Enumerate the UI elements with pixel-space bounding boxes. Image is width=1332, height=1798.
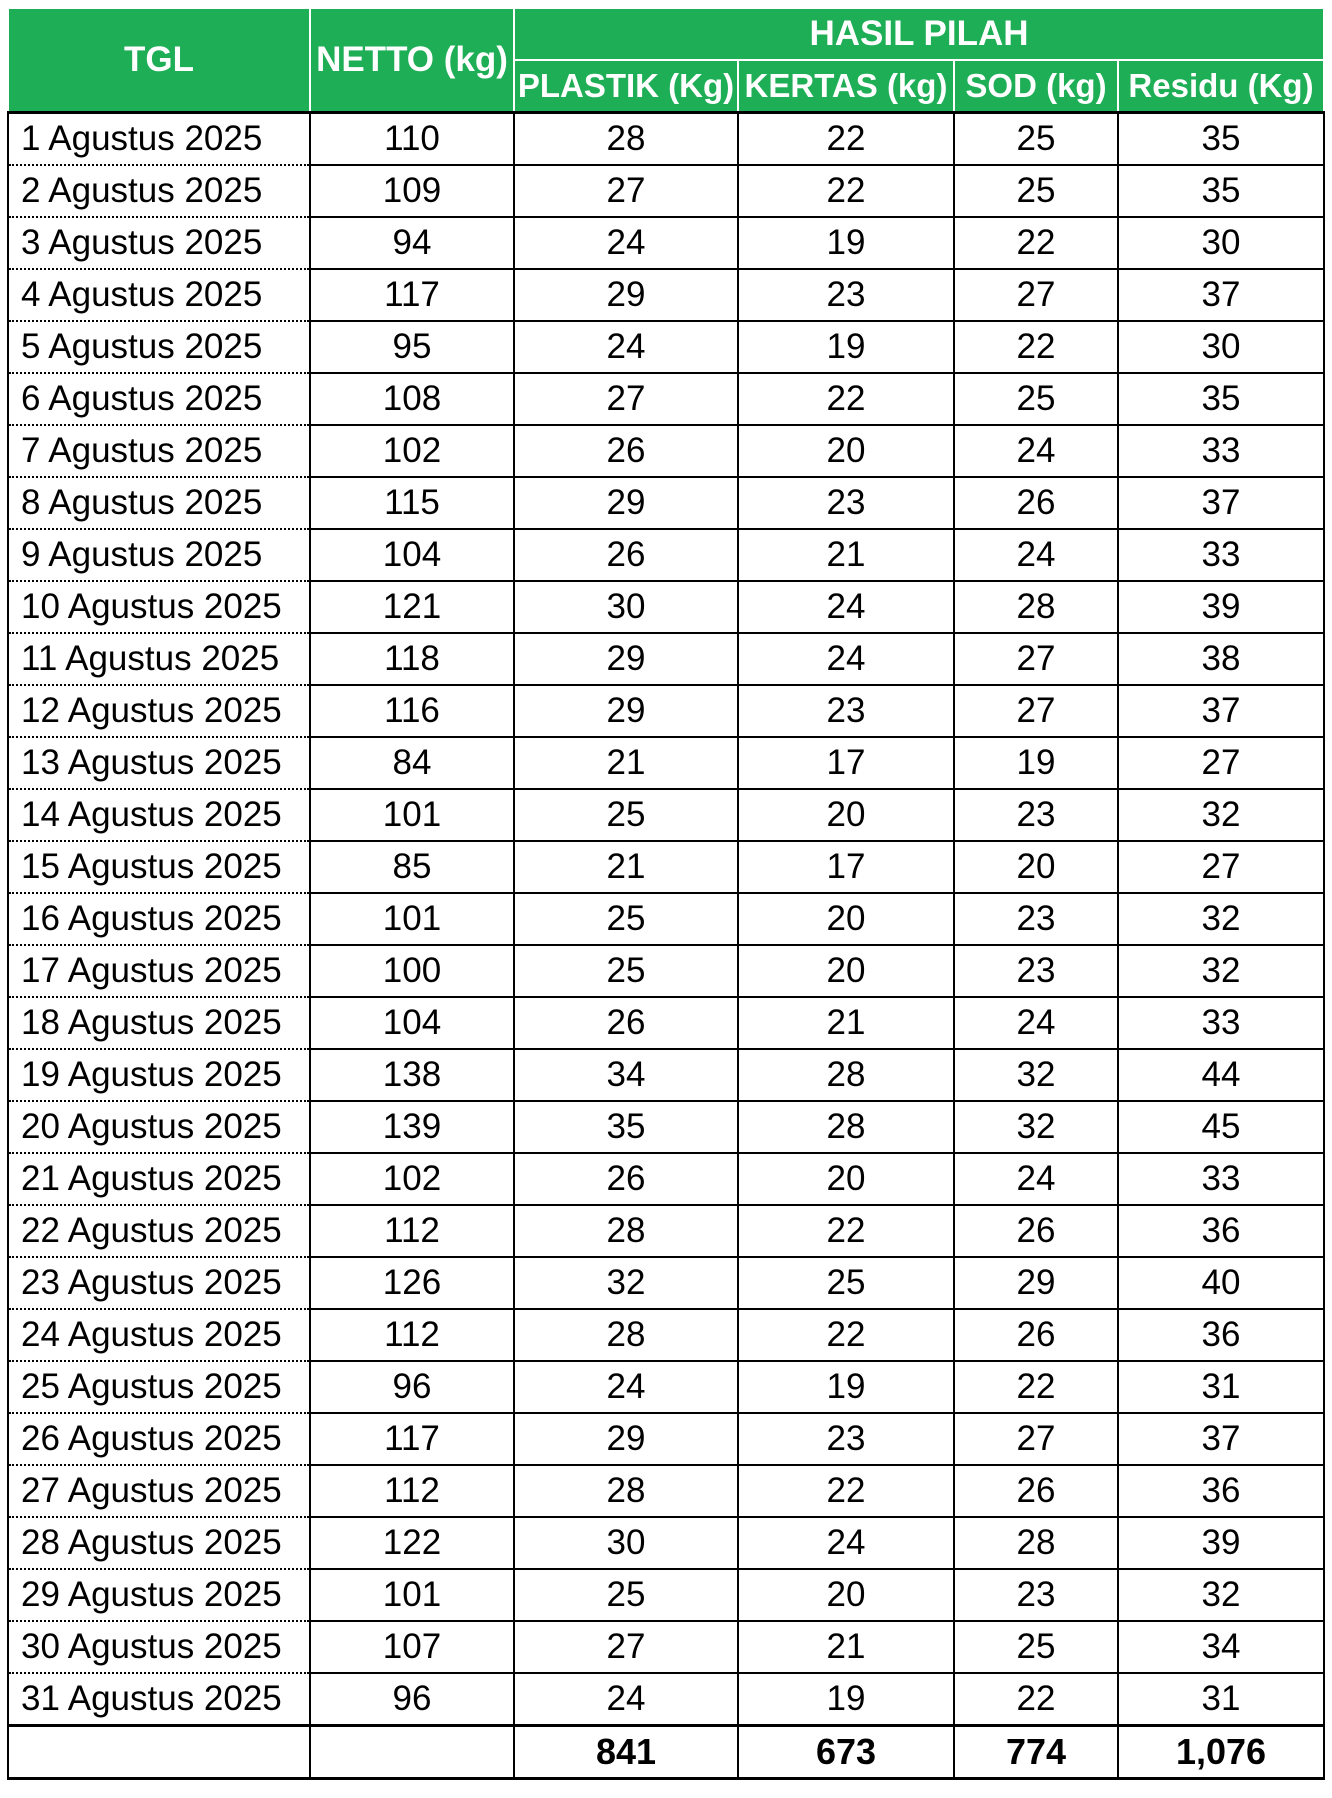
residu-cell: 35: [1118, 165, 1324, 217]
netto-cell: 96: [310, 1673, 514, 1726]
sod-cell: 23: [954, 789, 1118, 841]
sod-column-header: SOD (kg): [954, 60, 1118, 113]
residu-cell: 44: [1118, 1049, 1324, 1101]
plastik-column-header: PLASTIK (Kg): [514, 60, 738, 113]
kertas-cell: 23: [738, 269, 954, 321]
sod-cell: 19: [954, 737, 1118, 789]
residu-cell: 33: [1118, 425, 1324, 477]
table-row: [8, 1205, 1324, 1257]
date-cell: 16 Agustus 2025: [8, 893, 310, 945]
kertas-cell: 21: [738, 529, 954, 581]
date-cell: 27 Agustus 2025: [8, 1465, 310, 1517]
plastik-cell: 21: [514, 737, 738, 789]
sod-cell: 25: [954, 113, 1118, 166]
netto-cell: 138: [310, 1049, 514, 1101]
sod-cell: 26: [954, 477, 1118, 529]
date-cell: 31 Agustus 2025: [8, 1673, 310, 1726]
netto-cell: 117: [310, 269, 514, 321]
kertas-cell: 23: [738, 477, 954, 529]
date-cell: 22 Agustus 2025: [8, 1205, 310, 1257]
netto-cell: 101: [310, 789, 514, 841]
sod-cell: 25: [954, 1621, 1118, 1673]
date-cell: 14 Agustus 2025: [8, 789, 310, 841]
table-row: [8, 581, 1324, 633]
netto-cell: 121: [310, 581, 514, 633]
table-row: [8, 893, 1324, 945]
table-row: [8, 1465, 1324, 1517]
kertas-cell: 22: [738, 113, 954, 166]
waste-sorting-table: [7, 7, 1325, 1780]
plastik-cell: 25: [514, 789, 738, 841]
residu-cell: 31: [1118, 1361, 1324, 1413]
date-cell: 15 Agustus 2025: [8, 841, 310, 893]
sod-cell: 27: [954, 269, 1118, 321]
table-row: [8, 1517, 1324, 1569]
plastik-cell: 26: [514, 997, 738, 1049]
kertas-cell: 20: [738, 1153, 954, 1205]
kertas-cell: 20: [738, 425, 954, 477]
kertas-cell: 19: [738, 1361, 954, 1413]
table-row: [8, 1413, 1324, 1465]
residu-cell: 27: [1118, 737, 1324, 789]
table-row: [8, 1049, 1324, 1101]
residu-cell: 33: [1118, 529, 1324, 581]
sod-cell: 26: [954, 1465, 1118, 1517]
total-sod: 774: [954, 1726, 1118, 1779]
netto-cell: 104: [310, 529, 514, 581]
netto-cell: 102: [310, 1153, 514, 1205]
plastik-cell: 28: [514, 113, 738, 166]
date-cell: 20 Agustus 2025: [8, 1101, 310, 1153]
date-cell: 5 Agustus 2025: [8, 321, 310, 373]
netto-cell: 84: [310, 737, 514, 789]
netto-cell: 126: [310, 1257, 514, 1309]
residu-cell: 32: [1118, 1569, 1324, 1621]
netto-cell: 116: [310, 685, 514, 737]
table-row: [8, 841, 1324, 893]
sod-cell: 23: [954, 1569, 1118, 1621]
total-plastik: 841: [514, 1726, 738, 1779]
residu-cell: 37: [1118, 269, 1324, 321]
date-cell: 21 Agustus 2025: [8, 1153, 310, 1205]
table-row: [8, 373, 1324, 425]
date-cell: 9 Agustus 2025: [8, 529, 310, 581]
table-row: [8, 1361, 1324, 1413]
residu-cell: 36: [1118, 1465, 1324, 1517]
residu-cell: 37: [1118, 685, 1324, 737]
date-column-header: TGL: [8, 8, 310, 113]
table-row: [8, 945, 1324, 997]
netto-cell: 94: [310, 217, 514, 269]
plastik-cell: 21: [514, 841, 738, 893]
plastik-cell: 35: [514, 1101, 738, 1153]
kertas-cell: 20: [738, 789, 954, 841]
residu-cell: 39: [1118, 581, 1324, 633]
sod-cell: 29: [954, 1257, 1118, 1309]
plastik-cell: 29: [514, 685, 738, 737]
netto-cell: 110: [310, 113, 514, 166]
plastik-cell: 32: [514, 1257, 738, 1309]
sod-cell: 26: [954, 1309, 1118, 1361]
kertas-cell: 23: [738, 1413, 954, 1465]
plastik-cell: 28: [514, 1205, 738, 1257]
sod-cell: 22: [954, 1673, 1118, 1726]
residu-cell: 32: [1118, 893, 1324, 945]
table-row: [8, 165, 1324, 217]
residu-cell: 39: [1118, 1517, 1324, 1569]
kertas-cell: 28: [738, 1049, 954, 1101]
sod-cell: 28: [954, 1517, 1118, 1569]
sod-cell: 23: [954, 893, 1118, 945]
table-row: [8, 529, 1324, 581]
netto-cell: 139: [310, 1101, 514, 1153]
date-cell: 2 Agustus 2025: [8, 165, 310, 217]
sod-cell: 25: [954, 165, 1118, 217]
date-cell: 10 Agustus 2025: [8, 581, 310, 633]
sod-cell: 27: [954, 633, 1118, 685]
netto-cell: 115: [310, 477, 514, 529]
table-row: [8, 1621, 1324, 1673]
residu-cell: 27: [1118, 841, 1324, 893]
residu-column-header: Residu (Kg): [1118, 60, 1324, 113]
table-row: [8, 1309, 1324, 1361]
date-cell: 23 Agustus 2025: [8, 1257, 310, 1309]
date-cell: 18 Agustus 2025: [8, 997, 310, 1049]
table-row: [8, 1153, 1324, 1205]
residu-cell: 31: [1118, 1673, 1324, 1726]
kertas-cell: 22: [738, 1205, 954, 1257]
sod-cell: 32: [954, 1101, 1118, 1153]
sod-cell: 25: [954, 373, 1118, 425]
table-row: [8, 425, 1324, 477]
sod-cell: 24: [954, 997, 1118, 1049]
netto-cell: 104: [310, 997, 514, 1049]
sod-cell: 22: [954, 217, 1118, 269]
netto-cell: 112: [310, 1465, 514, 1517]
residu-cell: 37: [1118, 477, 1324, 529]
date-cell: 12 Agustus 2025: [8, 685, 310, 737]
date-cell: 8 Agustus 2025: [8, 477, 310, 529]
residu-cell: 35: [1118, 113, 1324, 166]
netto-cell: 95: [310, 321, 514, 373]
table-row: [8, 633, 1324, 685]
kertas-column-header: KERTAS (kg): [738, 60, 954, 113]
table-row: [8, 1569, 1324, 1621]
plastik-cell: 26: [514, 1153, 738, 1205]
kertas-cell: 28: [738, 1101, 954, 1153]
netto-cell: 117: [310, 1413, 514, 1465]
date-cell: 17 Agustus 2025: [8, 945, 310, 997]
kertas-cell: 20: [738, 945, 954, 997]
sod-cell: 22: [954, 321, 1118, 373]
date-cell: 19 Agustus 2025: [8, 1049, 310, 1101]
totals-label-cell: [8, 1726, 310, 1779]
date-cell: 7 Agustus 2025: [8, 425, 310, 477]
plastik-cell: 27: [514, 1621, 738, 1673]
sod-cell: 27: [954, 685, 1118, 737]
date-cell: 29 Agustus 2025: [8, 1569, 310, 1621]
kertas-cell: 24: [738, 581, 954, 633]
totals-row: [8, 1726, 1324, 1779]
kertas-cell: 25: [738, 1257, 954, 1309]
date-cell: 11 Agustus 2025: [8, 633, 310, 685]
residu-cell: 32: [1118, 789, 1324, 841]
table-row: [8, 1101, 1324, 1153]
date-cell: 26 Agustus 2025: [8, 1413, 310, 1465]
kertas-cell: 24: [738, 633, 954, 685]
kertas-cell: 21: [738, 1621, 954, 1673]
sod-cell: 27: [954, 1413, 1118, 1465]
kertas-cell: 17: [738, 841, 954, 893]
kertas-cell: 20: [738, 1569, 954, 1621]
netto-cell: 100: [310, 945, 514, 997]
plastik-cell: 30: [514, 1517, 738, 1569]
residu-cell: 36: [1118, 1309, 1324, 1361]
plastik-cell: 27: [514, 373, 738, 425]
plastik-cell: 28: [514, 1465, 738, 1517]
sod-cell: 32: [954, 1049, 1118, 1101]
date-cell: 28 Agustus 2025: [8, 1517, 310, 1569]
residu-cell: 30: [1118, 217, 1324, 269]
sod-cell: 24: [954, 1153, 1118, 1205]
plastik-cell: 30: [514, 581, 738, 633]
residu-cell: 40: [1118, 1257, 1324, 1309]
table-row: [8, 737, 1324, 789]
plastik-cell: 34: [514, 1049, 738, 1101]
netto-cell: 108: [310, 373, 514, 425]
plastik-cell: 24: [514, 321, 738, 373]
table-row: [8, 217, 1324, 269]
kertas-cell: 20: [738, 893, 954, 945]
date-cell: 13 Agustus 2025: [8, 737, 310, 789]
netto-column-header: NETTO (kg): [310, 8, 514, 113]
netto-cell: 122: [310, 1517, 514, 1569]
kertas-cell: 22: [738, 1309, 954, 1361]
plastik-cell: 28: [514, 1309, 738, 1361]
netto-cell: 118: [310, 633, 514, 685]
netto-cell: 101: [310, 893, 514, 945]
sod-cell: 26: [954, 1205, 1118, 1257]
table-row: [8, 1673, 1324, 1726]
table-row: [8, 321, 1324, 373]
kertas-cell: 19: [738, 217, 954, 269]
plastik-cell: 26: [514, 425, 738, 477]
kertas-cell: 19: [738, 321, 954, 373]
residu-cell: 36: [1118, 1205, 1324, 1257]
plastik-cell: 25: [514, 893, 738, 945]
residu-cell: 37: [1118, 1413, 1324, 1465]
plastik-cell: 25: [514, 1569, 738, 1621]
date-cell: 30 Agustus 2025: [8, 1621, 310, 1673]
totals-netto-cell: [310, 1726, 514, 1779]
kertas-cell: 17: [738, 737, 954, 789]
date-cell: 3 Agustus 2025: [8, 217, 310, 269]
kertas-cell: 22: [738, 165, 954, 217]
residu-cell: 33: [1118, 997, 1324, 1049]
date-cell: 1 Agustus 2025: [8, 113, 310, 166]
table-body: [8, 113, 1324, 1726]
plastik-cell: 24: [514, 1361, 738, 1413]
sod-cell: 24: [954, 529, 1118, 581]
kertas-cell: 24: [738, 1517, 954, 1569]
date-cell: 24 Agustus 2025: [8, 1309, 310, 1361]
date-cell: 25 Agustus 2025: [8, 1361, 310, 1413]
sod-cell: 24: [954, 425, 1118, 477]
table-row: [8, 1257, 1324, 1309]
total-kertas: 673: [738, 1726, 954, 1779]
residu-cell: 33: [1118, 1153, 1324, 1205]
plastik-cell: 29: [514, 1413, 738, 1465]
residu-cell: 38: [1118, 633, 1324, 685]
table-row: [8, 269, 1324, 321]
plastik-cell: 27: [514, 165, 738, 217]
plastik-cell: 29: [514, 269, 738, 321]
sod-cell: 23: [954, 945, 1118, 997]
sod-cell: 28: [954, 581, 1118, 633]
kertas-cell: 21: [738, 997, 954, 1049]
residu-cell: 32: [1118, 945, 1324, 997]
netto-cell: 85: [310, 841, 514, 893]
plastik-cell: 26: [514, 529, 738, 581]
sod-cell: 22: [954, 1361, 1118, 1413]
kertas-cell: 22: [738, 373, 954, 425]
netto-cell: 102: [310, 425, 514, 477]
plastik-cell: 24: [514, 1673, 738, 1726]
kertas-cell: 23: [738, 685, 954, 737]
kertas-cell: 22: [738, 1465, 954, 1517]
date-cell: 6 Agustus 2025: [8, 373, 310, 425]
netto-cell: 112: [310, 1309, 514, 1361]
hasil-pilah-group-header: HASIL PILAH: [514, 8, 1324, 60]
date-cell: 4 Agustus 2025: [8, 269, 310, 321]
total-residu: 1,076: [1118, 1726, 1324, 1779]
plastik-cell: 29: [514, 477, 738, 529]
residu-cell: 30: [1118, 321, 1324, 373]
plastik-cell: 29: [514, 633, 738, 685]
table-row: [8, 997, 1324, 1049]
netto-cell: 109: [310, 165, 514, 217]
netto-cell: 107: [310, 1621, 514, 1673]
plastik-cell: 24: [514, 217, 738, 269]
plastik-cell: 25: [514, 945, 738, 997]
kertas-cell: 19: [738, 1673, 954, 1726]
residu-cell: 34: [1118, 1621, 1324, 1673]
netto-cell: 96: [310, 1361, 514, 1413]
sod-cell: 20: [954, 841, 1118, 893]
netto-cell: 101: [310, 1569, 514, 1621]
table-row: [8, 789, 1324, 841]
table-row: [8, 113, 1324, 166]
netto-cell: 112: [310, 1205, 514, 1257]
residu-cell: 35: [1118, 373, 1324, 425]
table-row: [8, 477, 1324, 529]
table-row: [8, 685, 1324, 737]
residu-cell: 45: [1118, 1101, 1324, 1153]
